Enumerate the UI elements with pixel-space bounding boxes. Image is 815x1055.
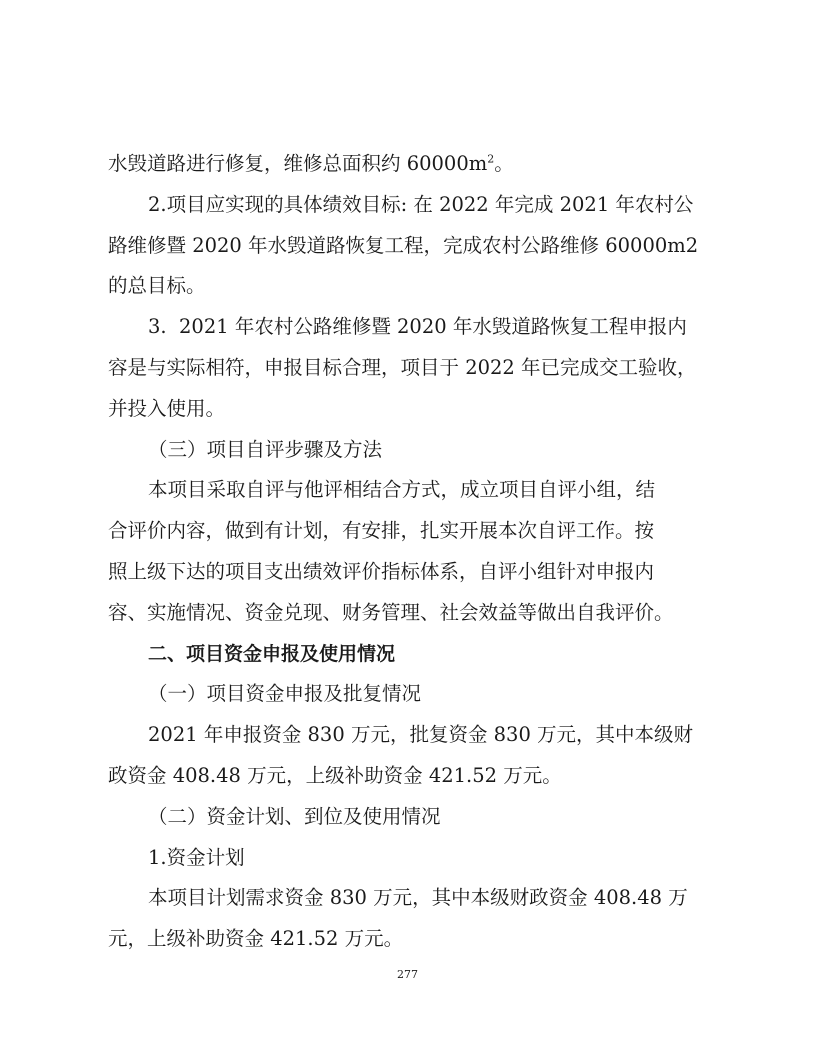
subsection-heading: （一）项目资金申报及批复情况 <box>148 682 422 706</box>
paragraph-line: 政资金 408.48 万元，上级补助资金 421.52 万元。 <box>108 764 562 787</box>
page-number: 277 <box>397 968 418 981</box>
subsection-heading: （三）项目自评步骤及方法 <box>148 437 383 461</box>
paragraph-line: 2.项目应实现的具体绩效目标: 在 2022 年完成 2021 年农村公 <box>148 192 694 216</box>
paragraph-line: 3. 2021 年农村公路维修暨 2020 年水毁道路恢复工程申报内 <box>148 315 687 339</box>
paragraph-line: 元，上级补助资金 421.52 万元。 <box>108 927 404 951</box>
paragraph-line: 本项目计划需求资金 830 万元，其中本级财政资金 408.48 万 <box>148 886 688 910</box>
subsection-heading: （二）资金计划、到位及使用情况 <box>148 804 441 828</box>
paragraph-line: 2021 年申报资金 830 万元，批复资金 830 万元，其中本级财 <box>148 723 694 747</box>
paragraph-line: 容、实施情况、资金兑现、财务管理、社会效益等做出自我评价。 <box>108 600 674 624</box>
paragraph-line: 水毁道路进行修复，维修总面积约 $60000m^2$。 <box>108 152 514 175</box>
section-heading: 二、项目资金申报及使用情况 <box>148 642 396 665</box>
paragraph-line: 照上级下达的项目支出绩效评价指标体系，自评小组针对申报内 <box>108 560 655 583</box>
paragraph-line: 合评价内容，做到有计划，有安排，扎实开展本次自评工作。按 <box>108 519 655 543</box>
paragraph-line: 容是与实际相符，申报目标合理，项目于 2022 年已完成交工验收， <box>108 356 697 379</box>
paragraph-line: 的总目标。 <box>108 274 206 298</box>
paragraph-line: 本项目采取自评与他评相结合方式，成立项目自评小组，结 <box>148 478 656 502</box>
paragraph-line: 路维修暨 2020 年水毁道路恢复工程，完成农村公路维修 60000m2 <box>108 233 699 257</box>
paragraph-line: 并投入使用。 <box>108 396 226 420</box>
item-heading: 1.资金计划 <box>148 845 245 869</box>
